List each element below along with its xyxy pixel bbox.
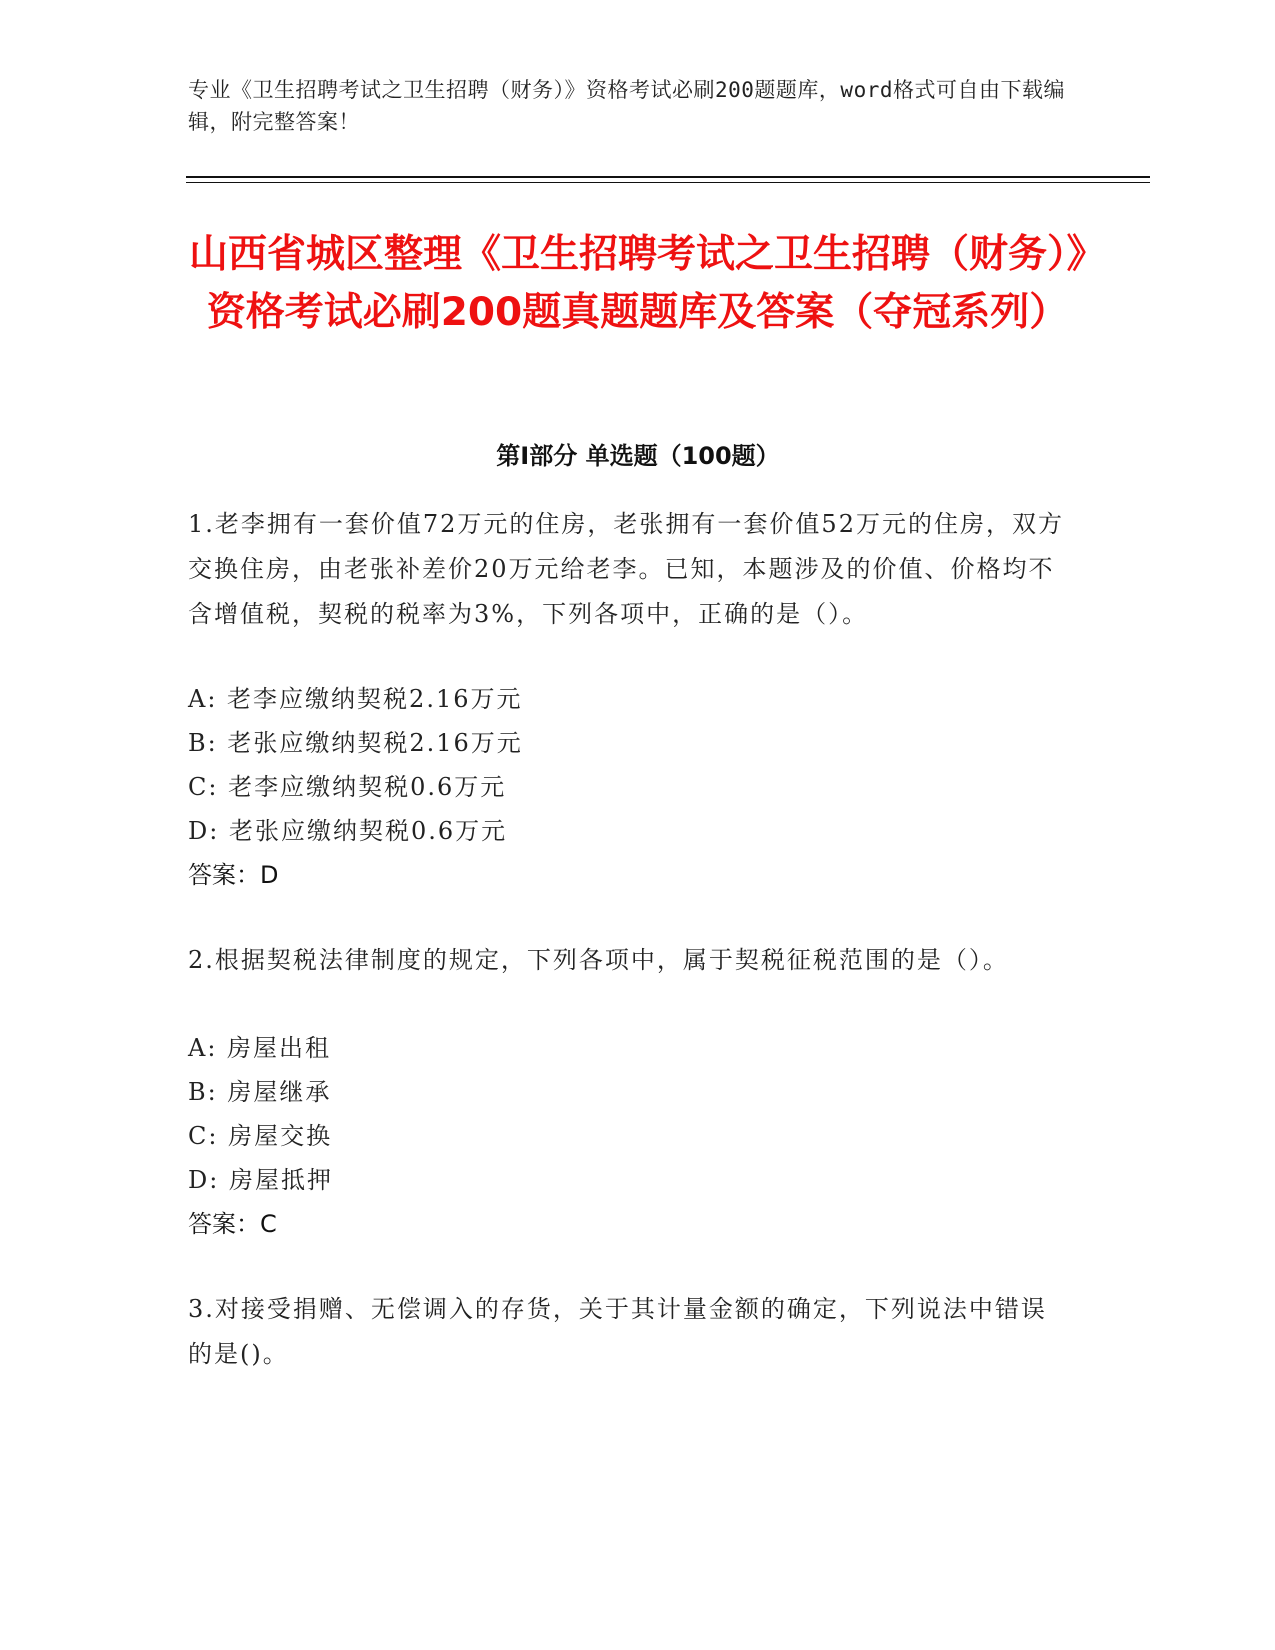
question-3-stem: 3.对接受捐赠、无偿调入的存货，关于其计量金额的确定，下列说法中错误的是()。 — [188, 1295, 1047, 1368]
question-1-option-d: D: 老张应缴纳契税0.6万元 — [188, 817, 508, 845]
question-2-option-a: A: 房屋出租 — [188, 1034, 332, 1062]
header-divider-thin — [186, 182, 1150, 183]
question-1-stem: 1.老李拥有一套价值72万元的住房，老张拥有一套价值52万元的住房，双方交换住房，由老张补差价20万元给老李。已知，本题涉及的价值、价格均不含增值税，契税的税率为3%，下列各项中，正确的是（）。 — [188, 510, 1064, 628]
question-2-option-c: C: 房屋交换 — [188, 1122, 333, 1150]
question-1-answer: 答案：D — [188, 861, 279, 889]
question-2-answer: 答案：C — [188, 1210, 277, 1238]
question-2-stem: 2.根据契税法律制度的规定，下列各项中，属于契税征税范围的是（）。 — [188, 946, 1009, 974]
header-divider-thick — [186, 176, 1150, 178]
question-1-option-a: A: 老李应缴纳契税2.16万元 — [188, 685, 523, 713]
header-note: 专业《卫生招聘考试之卫生招聘（财务）》资格考试必刷200题题库，word格式可自由下载编辑，附完整答案！ — [188, 78, 1065, 134]
question-2-option-d: D: 房屋抵押 — [188, 1166, 333, 1194]
question-1-option-b: B: 老张应缴纳契税2.16万元 — [188, 729, 523, 757]
question-2-option-b: B: 房屋继承 — [188, 1078, 332, 1106]
document-title: 山西省城区整理《卫生招聘考试之卫生招聘（财务）》资格考试必刷200题真题题库及答案（夺冠系列） — [188, 232, 1086, 335]
section-title: 第Ⅰ部分 单选题（100题） — [496, 442, 780, 470]
question-1-option-c: C: 老李应缴纳契税0.6万元 — [188, 773, 507, 801]
